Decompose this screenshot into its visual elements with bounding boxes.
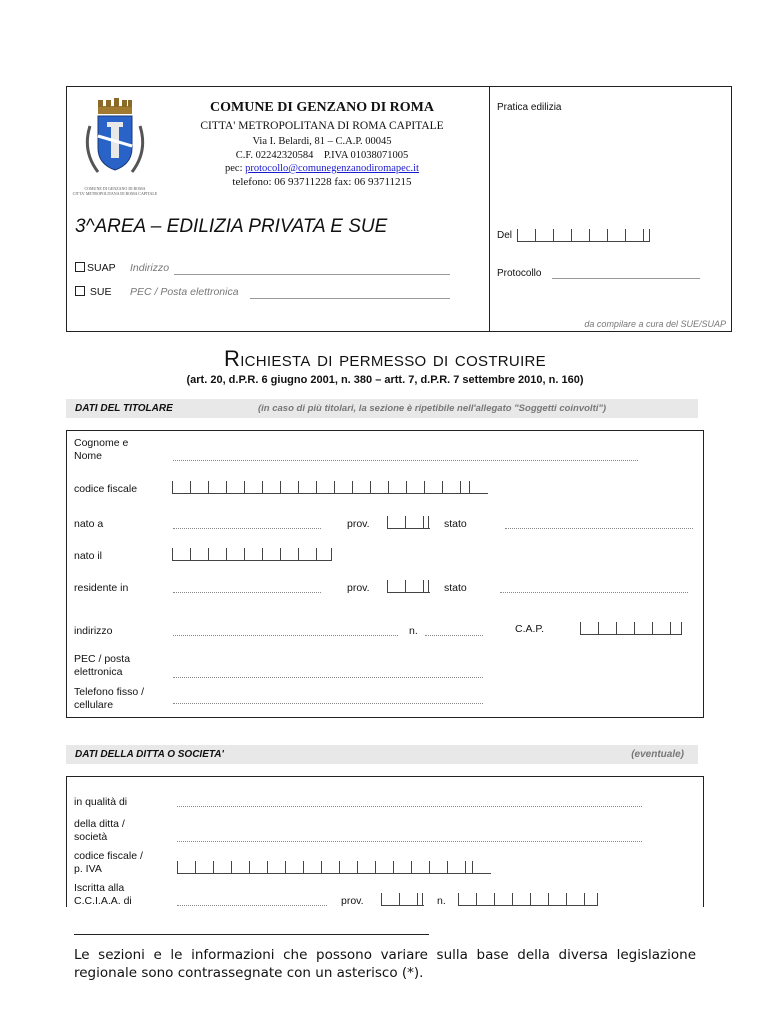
codice-fiscale-boxes[interactable] (172, 481, 488, 494)
protocollo-label: Protocollo (497, 268, 542, 279)
in-qualita-label: in qualità di (74, 796, 128, 808)
suap-row (75, 262, 116, 274)
comune-title: COMUNE DI GENZANO DI ROMA (210, 100, 434, 115)
titolare-section-label: DATI DEL TITOLARE (75, 403, 173, 414)
civico-field[interactable] (425, 635, 483, 636)
residente-field[interactable] (173, 592, 321, 593)
nato-prov-label: prov. (347, 518, 370, 530)
ditta-section-note: (eventuale) (631, 749, 684, 760)
coat-of-arms-icon (76, 96, 154, 194)
suap-label: SUAP (87, 262, 116, 274)
nato-stato-label: stato (444, 518, 467, 530)
cciaa-prov-boxes[interactable] (381, 893, 424, 906)
sue-pec-field[interactable] (250, 298, 450, 299)
titolare-frame (66, 430, 704, 718)
footnote: Le sezioni e le informazioni che possono variare sulla base della diversa legislazione regionale sono contrassegnate con un asterisco (*). (74, 947, 696, 981)
sue-label: SUE (89, 286, 112, 298)
sue-checkbox[interactable] (75, 286, 85, 296)
indirizzo-label: indirizzo (74, 625, 113, 637)
civico-label: n. (409, 625, 418, 637)
titolare-section-note: (in caso di più titolari, la sezione è ripetibile nell'allegato "Soggetti coinvolti") (258, 403, 607, 414)
header-divider (489, 86, 490, 332)
nato-a-field[interactable] (173, 528, 321, 529)
telefono-field[interactable] (173, 703, 483, 704)
ditta-name-label: della ditta / società (74, 818, 125, 843)
suap-checkbox[interactable] (75, 262, 85, 272)
del-label: Del (497, 230, 513, 241)
cciaa-n-boxes[interactable] (458, 893, 598, 906)
comune-cf-piva: C.F. 02242320584 P.IVA 01038071005 (235, 150, 409, 161)
suap-address-placeholder: Indirizzo (130, 262, 170, 274)
telefono-label: Telefono fisso / cellulare (74, 686, 145, 711)
nato-stato-field[interactable] (505, 528, 693, 529)
nato-a-label: nato a (74, 518, 104, 530)
nato-prov-boxes[interactable] (387, 516, 430, 529)
coat-caption: COMUNE DI GENZANO DI ROMA CITTA' METROPOLITANA DI ROMA CAPITALE (72, 186, 158, 196)
cciaa-prov-label: prov. (341, 895, 364, 907)
cciaa-label: Iscritta alla C.C.I.A.A. di (74, 882, 132, 907)
area-title: 3^AREA – EDILIZIA PRIVATA E SUE (75, 216, 388, 237)
pec-label: pec: (225, 163, 243, 174)
footnote-separator (74, 934, 429, 935)
cciaa-field[interactable] (177, 905, 327, 906)
comune-pec (160, 163, 484, 174)
compile-note: da compilare a cura del SUE/SUAP (584, 319, 726, 329)
nato-il-boxes[interactable] (172, 548, 332, 561)
comune-address: Via I. Belardi, 81 – C.A.P. 00045 (252, 136, 392, 147)
indirizzo-field[interactable] (173, 635, 398, 636)
page-subtitle: (art. 20, d.P.R. 6 giugno 2001, n. 380 – artt. 7, d.P.R. 7 settembre 2010, n. 160) (186, 374, 584, 386)
residente-stato-field[interactable] (500, 592, 688, 593)
sue-pec-placeholder: PEC / Posta elettronica (130, 286, 239, 298)
in-qualita-field[interactable] (177, 806, 642, 807)
ditta-name-field[interactable] (177, 841, 642, 842)
codice-fiscale-label: codice fiscale (74, 483, 138, 495)
suap-address-field[interactable] (174, 274, 450, 275)
titolare-section-bar (66, 399, 698, 418)
ditta-cf-boxes[interactable] (177, 861, 491, 874)
del-date-boxes[interactable] (517, 229, 650, 242)
pratica-label: Pratica edilizia (497, 102, 562, 113)
cognome-nome-field[interactable] (173, 460, 638, 461)
cognome-nome-label: Cognome e Nome (74, 437, 129, 462)
cap-boxes[interactable] (580, 622, 682, 635)
cap-label: C.A.P. (515, 623, 544, 635)
comune-phone: telefono: 06 93711228 fax: 06 93711215 (232, 176, 412, 188)
pec-email-link[interactable]: protocollo@comunegenzanodiromapec.it (245, 163, 419, 174)
ditta-section-bar (66, 745, 698, 764)
nato-il-label: nato il (74, 550, 103, 562)
residente-stato-label: stato (444, 582, 467, 594)
ditta-cf-label: codice fiscale / p. IVA (74, 850, 143, 875)
residente-prov-boxes[interactable] (387, 580, 430, 593)
protocollo-field[interactable] (552, 278, 700, 279)
pec-field[interactable] (173, 677, 483, 678)
pec-label: PEC / posta elettronica (74, 653, 131, 678)
page-title: Richiesta di permesso di costruire (224, 346, 546, 371)
cciaa-n-label: n. (437, 895, 446, 907)
sue-row (75, 286, 112, 298)
residente-prov-label: prov. (347, 582, 370, 594)
ditta-section-label: DATI DELLA DITTA O SOCIETA' (75, 749, 224, 760)
citta-metropolitana: CITTA' METROPOLITANA DI ROMA CAPITALE (200, 120, 444, 132)
residente-label: residente in (74, 582, 129, 594)
